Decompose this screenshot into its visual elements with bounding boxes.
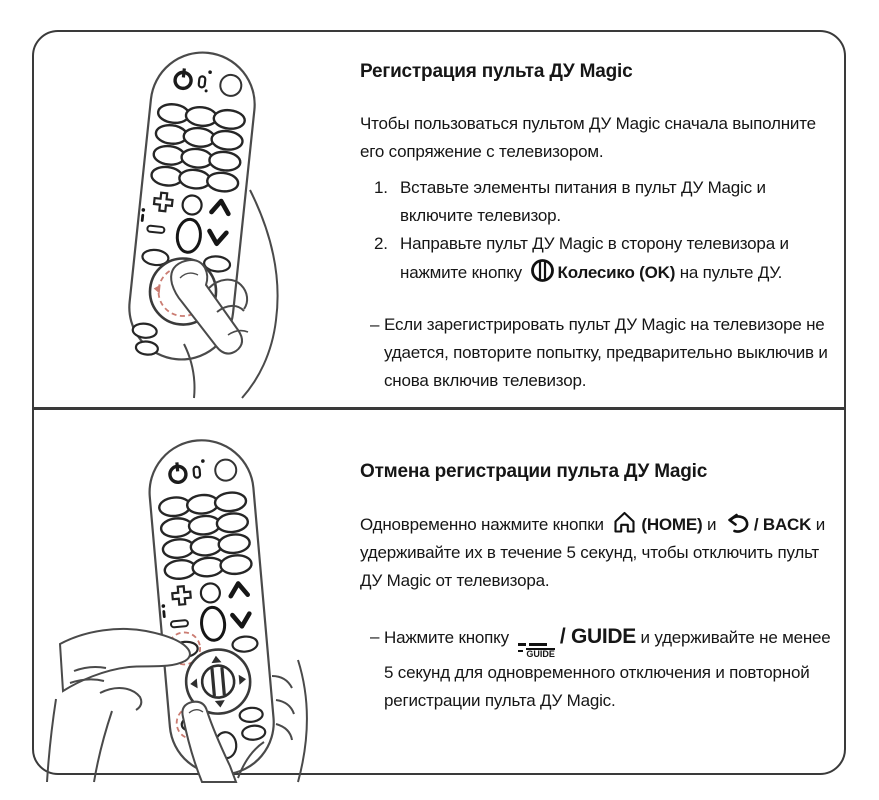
pairing-section: [360, 60, 838, 395]
input-button: [219, 74, 242, 97]
wrapped-finger-2: [276, 700, 294, 714]
left-arm-inner: [94, 711, 112, 782]
apps-button: [242, 725, 266, 741]
section-divider: [34, 407, 844, 410]
two-hands-pressing-home-and-back-buttons: [42, 430, 344, 785]
hand-pressing-wheel-on-remote: [44, 40, 336, 400]
unpairing-title: Отмена регистрации пульта ДУ Magic: [360, 461, 708, 482]
left-arm-outer: [47, 699, 56, 782]
settings-button: [239, 707, 263, 723]
step-number: 2.: [374, 234, 388, 253]
pairing-step-2: [360, 230, 838, 287]
right-hand-outer: [298, 660, 307, 782]
volume-minus-button: [147, 225, 165, 233]
pairing-note: [360, 311, 838, 395]
mute-button: [200, 583, 221, 604]
unpairing-paragraph: Одновременно нажмите кнопки (HOME) и / BACK и удерживайте их в течение 5 секунд, чтобы отключить пульт ДУ Magic от телевизора.: [360, 510, 838, 595]
remote-body: [124, 47, 260, 364]
home-icon: [611, 510, 638, 535]
pairing-step-1: [360, 174, 838, 230]
left-thumb: [100, 688, 141, 710]
zero-button: [200, 606, 226, 641]
pairing-intro: Чтобы пользоваться пультом ДУ Magic сначала выполните его сопряжение с телевизором.: [360, 114, 816, 161]
mute-button: [182, 195, 203, 216]
input-button: [214, 459, 237, 482]
note-dash: –: [370, 315, 380, 334]
home-label: (HOME): [641, 515, 703, 534]
wheel-ok-icon: [530, 258, 555, 283]
note-dash: –: [370, 627, 380, 646]
guide-button-text: GUIDE: [526, 649, 555, 659]
note-text: Нажмите кнопку GUIDE / GUIDE и удерживайте не менее 5 секунд для одновременного отключения и повторной регистрации пульта ДУ Magic.: [384, 625, 831, 711]
pairing-title: Регистрация пульта ДУ Magic: [360, 61, 633, 82]
wheel-ok-label: Колесико (OK): [557, 263, 676, 282]
wrapped-finger-3: [276, 724, 292, 740]
note-text: Если зарегистрировать пульт ДУ Magic на телевизоре не удается, повторите попытку, предварительно выключив и снова включив телевизор.: [384, 315, 828, 390]
pairing-illustration: [44, 40, 336, 400]
guide-button-icon: [518, 643, 555, 659]
step-text: Вставьте элементы питания в пульт ДУ Magic и включите телевизор.: [400, 178, 766, 225]
step-text: Направьте пульт ДУ Magic в сторону телевизора и нажмите кнопку Колесико (OK) на пульте ДУ.: [400, 234, 789, 282]
unpairing-section: [360, 460, 838, 715]
page-frame: [32, 30, 846, 775]
back-arrow-icon: [724, 512, 751, 535]
wrapped-finger-1: [272, 676, 292, 688]
unpairing-illustration: [42, 430, 344, 785]
back-label: / BACK: [753, 515, 812, 534]
unpairing-note: [360, 623, 838, 715]
scroll-wheel: [201, 664, 236, 699]
pairing-steps: [360, 174, 838, 287]
volume-minus-button: [171, 620, 188, 627]
step-number: 1.: [374, 178, 388, 197]
guide-label: / GUIDE: [559, 625, 636, 648]
